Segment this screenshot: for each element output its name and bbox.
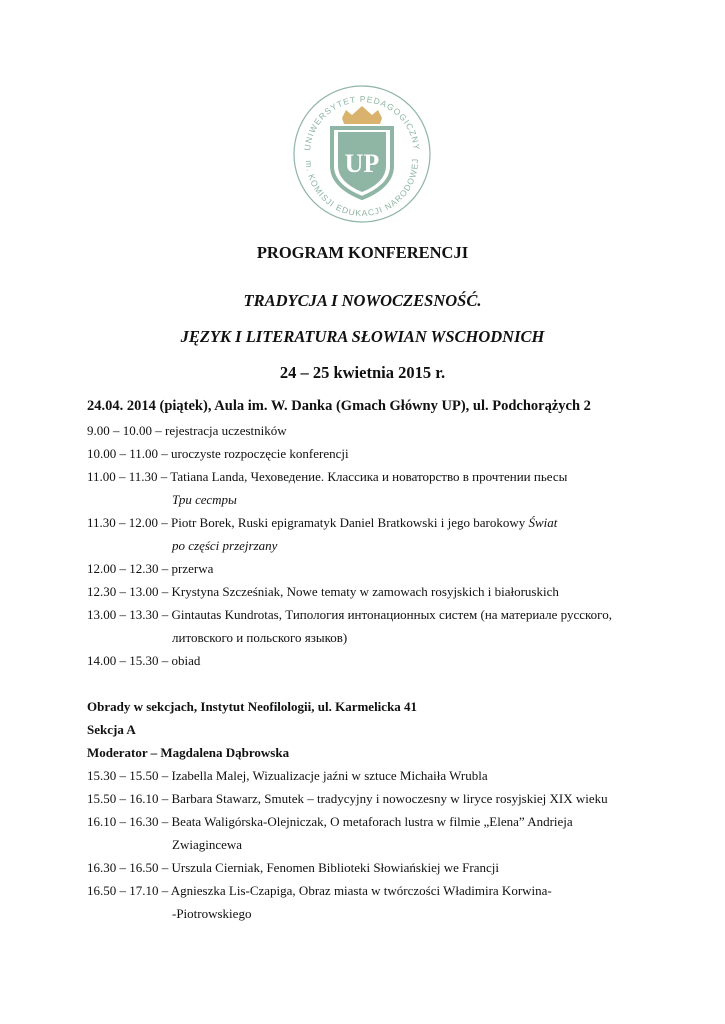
conference-dates: 24 – 25 kwietnia 2015 r. xyxy=(279,363,446,382)
conference-title-line2: JĘZYK I LITERATURA SŁOWIAN WSCHODNICH xyxy=(180,327,545,346)
schedule-item: 16.50 – 17.10 – Agnieszka Lis-Czapiga, Obraz miasta w twórczości Władimira Korwina- xyxy=(87,883,552,898)
sessions-header: Obrady w sekcjach, Instytut Neofilologii, ul. Karmelicka 41 xyxy=(87,699,418,714)
schedule-item-continuation: Zwiagincewa xyxy=(172,837,243,852)
conference-title-line1: TRADYCJA I NOWOCZESNOŚĆ. xyxy=(243,291,482,310)
schedule-item: 15.50 – 16.10 – Barbara Stawarz, Smutek – tradycyjny i nowoczesny w liryce rosyjskiej XIX wieku xyxy=(87,791,608,806)
page-title: PROGRAM KONFERENCJI xyxy=(256,243,469,262)
logo-arc-bottom: m. KOMISJI EDUKACJI NARODOWEJ xyxy=(303,157,421,219)
schedule-item: 12.30 – 13.00 – Krystyna Szcześniak, Nowe tematy w zamowach rosyjskich i białoruskich xyxy=(87,584,559,599)
schedule-item: 12.00 – 12.30 – przerwa xyxy=(87,561,214,576)
day1-header: 24.04. 2014 (piątek), Aula im. W. Danka (Gmach Główny UP), ul. Podchorążych 2 xyxy=(87,398,591,414)
logo-arc-top: UNIWERSYTET PEDAGOGICZNY xyxy=(302,93,422,152)
schedule-item-continuation: -Piotrowskiego xyxy=(172,906,252,921)
schedule-item: 10.00 – 11.00 – uroczyste rozpoczęcie konferencji xyxy=(87,446,349,461)
schedule-item: 11.00 – 11.30 – Tatiana Landa, Чеховедение. Классика и новаторство в прочтении пьесы xyxy=(87,469,568,484)
crown-icon xyxy=(342,106,382,124)
schedule-item-continuation: po części przejrzany xyxy=(172,538,278,553)
logo-seal-icon xyxy=(290,82,434,226)
schedule-item: 16.30 – 16.50 – Urszula Cierniak, Fenomen Biblioteki Słowiańskiej we Francji xyxy=(87,860,499,875)
schedule-item: 9.00 – 10.00 – rejestracja uczestników xyxy=(87,423,287,438)
schedule-item: 16.10 – 16.30 – Beata Waligórska-Olejniczak, O metaforach lustra w filmie „Elena” Andrieja xyxy=(87,814,573,829)
schedule-item: 14.00 – 15.30 – obiad xyxy=(87,653,201,668)
schedule-item-continuation: Три сестры xyxy=(172,492,237,507)
section-label: Sekcja A xyxy=(87,722,136,737)
university-logo xyxy=(290,82,434,226)
moderator-label: Moderator – Magdalena Dąbrowska xyxy=(87,745,290,760)
schedule-item: 13.00 – 13.30 – Gintautas Kundrotas, Типология интонационных систем (на материале русского, xyxy=(87,607,612,622)
schedule-item-italic: Świat xyxy=(528,515,558,530)
schedule-item: 15.30 – 15.50 – Izabella Malej, Wizualizacje jaźni w sztuce Michaiła Wrubla xyxy=(87,768,488,783)
schedule-item-continuation: литовского и польского языков) xyxy=(172,630,348,645)
schedule-item-text: 11.30 – 12.00 – Piotr Borek, Ruski epigramatyk Daniel Bratkowski i jego barokowy xyxy=(87,515,529,530)
logo-shield-text: UP xyxy=(344,149,380,178)
schedule-item xyxy=(87,515,557,531)
